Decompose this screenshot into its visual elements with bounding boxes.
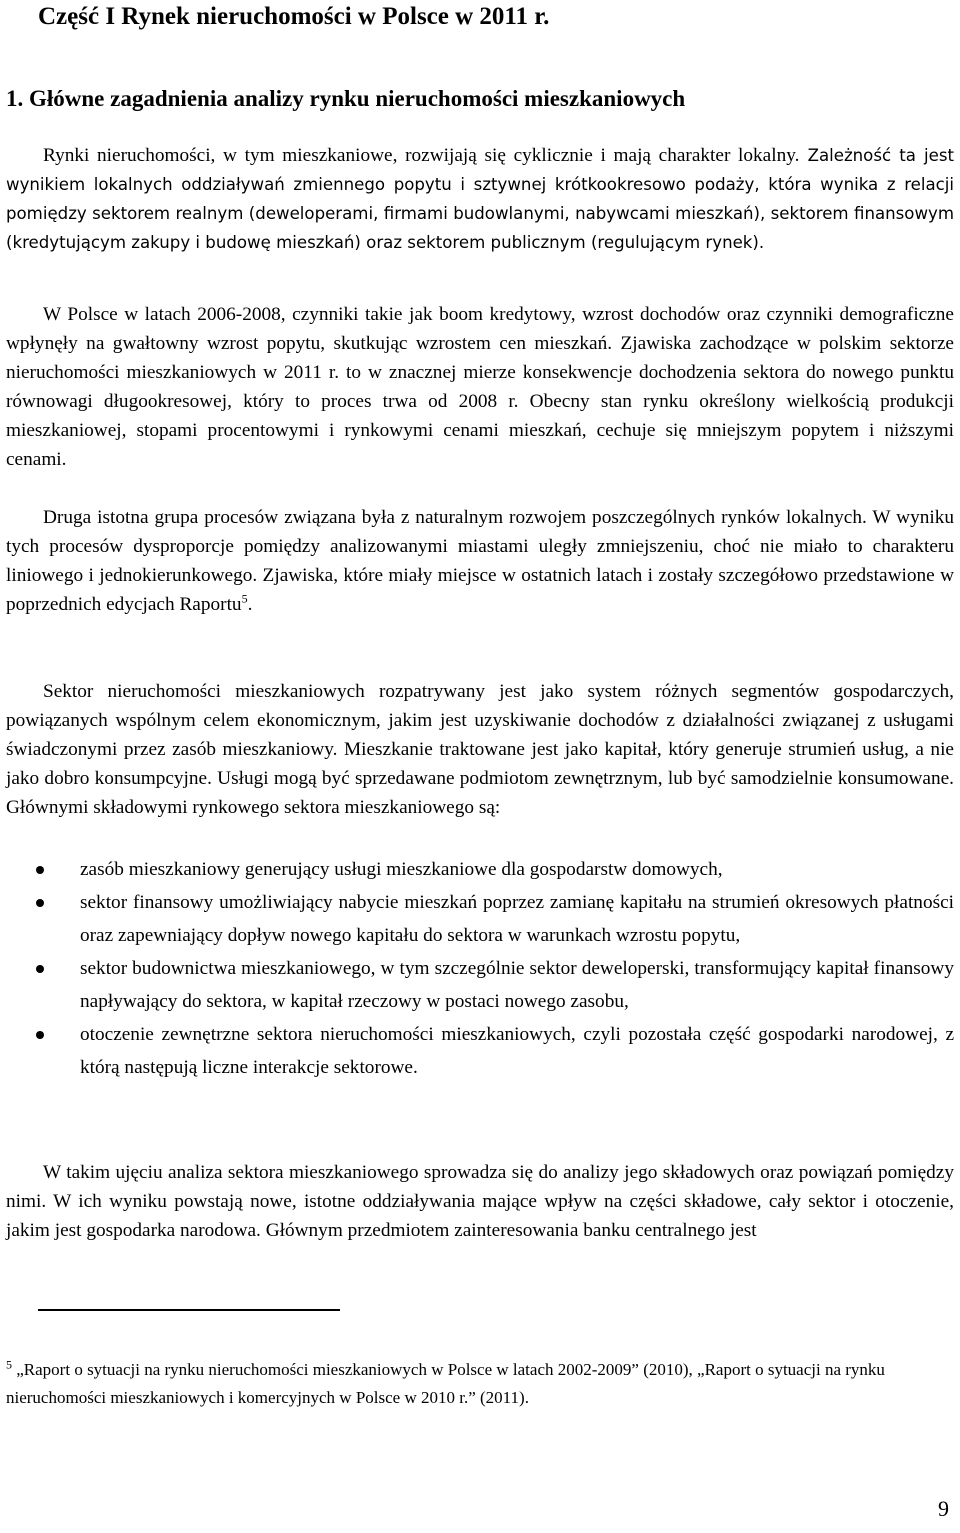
bullet-icon bbox=[36, 1031, 44, 1039]
bullet-icon bbox=[36, 866, 44, 874]
paragraph-3-end: . bbox=[247, 594, 253, 615]
list-item: sektor budownictwa mieszkaniowego, w tym szczególnie sektor deweloperski, transformujący kapitał finansowy napływający do sektora, w kapitał rzeczowy w postaci nowego zasobu, bbox=[0, 952, 954, 1018]
components-list bbox=[0, 853, 954, 1084]
paragraph-3-text: Druga istotna grupa procesów związana była z naturalnym rozwojem poszczególnych rynków lokalnych. W wyniku tych procesów dysproporcje pomiędzy analizowanymi miastami uległy zmniejszeniu, choć nie miało to charakteru liniowego i jednokierunkowego. Zjawiska, które miały miejsce w ostatnich latach i zostały szczegółowo przedstawione w poprzednich edycjach Raportu bbox=[6, 507, 954, 615]
footnote bbox=[6, 1356, 956, 1412]
paragraph-1 bbox=[6, 141, 954, 257]
paragraph-2: W Polsce w latach 2006-2008, czynniki takie jak boom kredytowy, wzrost dochodów oraz czynniki demograficzne wpłynęły na gwałtowny wzrost popytu, skutkując wzrostem cen mieszkań. Zjawiska zachodzące w polskim sektorze nieruchomości mieszkaniowych w 2011 r. to w znacznej mierze konsekwencje dochodzenia sektora do nowego punktu równowagi długookresowej, który to proces trwa od 2008 r. Obecny stan rynku określony wielkością produkcji mieszkaniowej, stopami procentowymi i rynkowymi cenami mieszkań, cechuje się mniejszym popytem i niższymi cenami. bbox=[6, 304, 954, 470]
paragraph-3 bbox=[6, 503, 954, 619]
list-item: zasób mieszkaniowy generujący usługi mieszkaniowe dla gospodarstw domowych, bbox=[0, 853, 954, 886]
footnote-divider bbox=[38, 1309, 340, 1311]
paragraph-1-part-2: Zależność ta jest wynikiem lokalnych oddziaływań zmiennego popytu i sztywnej krótkookresowo podaży, która wynika z relacji pomiędzy sektorem realnym (deweloperami, firmami budowlanymi, nabywcami mieszkań), sektorem finansowym (kredytującym zakupy i budowę mieszkań) oraz sektorem publicznym (regulującym rynek). bbox=[6, 146, 954, 252]
footnote-text: „Raport o sytuacji na rynku nieruchomości mieszkaniowych w Polsce w latach 2002-2009” (2010), „Raport o sytuacji na rynku nieruchomości mieszkaniowych i komercyjnych w Polsce w 2010 r.” (2011). bbox=[6, 1360, 885, 1407]
page-number: 9 bbox=[938, 1496, 949, 1521]
section-heading: 1. Główne zagadnienia analizy rynku nieruchomości mieszkaniowych bbox=[6, 86, 686, 111]
paragraph-1-part-1: Rynki nieruchomości, w tym mieszkaniowe, rozwijają się cyklicznie i mają charakter lokalny. bbox=[43, 145, 800, 166]
bullet-icon bbox=[36, 965, 44, 973]
paragraph-5: W takim ujęciu analiza sektora mieszkaniowego sprowadza się do analizy jego składowych oraz powiązań pomiędzy nimi. W ich wyniku powstają nowe, istotne oddziaływania mające wpływ na części składowe, cały sektor i otoczenie, jakim jest gospodarka narodowa. Głównym przedmiotem zainteresowania banku centralnego jest bbox=[6, 1162, 954, 1241]
list-item: otoczenie zewnętrzne sektora nieruchomości mieszkaniowych, czyli pozostała część gospodarki narodowej, z którą następują liczne interakcje sektorowe. bbox=[0, 1018, 954, 1084]
list-item: sektor finansowy umożliwiający nabycie mieszkań poprzez zamianę kapitału na strumień okresowych płatności oraz zapewniający dopływ nowego kapitału do sektora w warunkach wzrostu popytu, bbox=[0, 886, 954, 952]
page-title: Część I Rynek nieruchomości w Polsce w 2011 r. bbox=[38, 3, 550, 30]
footnote-ref: 5 bbox=[241, 591, 248, 606]
bullet-icon bbox=[36, 899, 44, 907]
footnote-number: 5 bbox=[6, 1357, 12, 1372]
paragraph-4: Sektor nieruchomości mieszkaniowych rozpatrywany jest jako system różnych segmentów gospodarczych, powiązanych wspólnym celem ekonomicznym, jakim jest uzyskiwanie dochodów z działalności związanej z usługami świadczonymi przez zasób mieszkaniowy. Mieszkanie traktowane jest jako kapitał, który generuje strumień usług, a nie jako dobro konsumpcyjne. Usługi mogą być sprzedawane podmiotom zewnętrznym, lub być samodzielnie konsumowane. Głównymi składowymi rynkowego sektora mieszkaniowego są: bbox=[6, 681, 954, 818]
